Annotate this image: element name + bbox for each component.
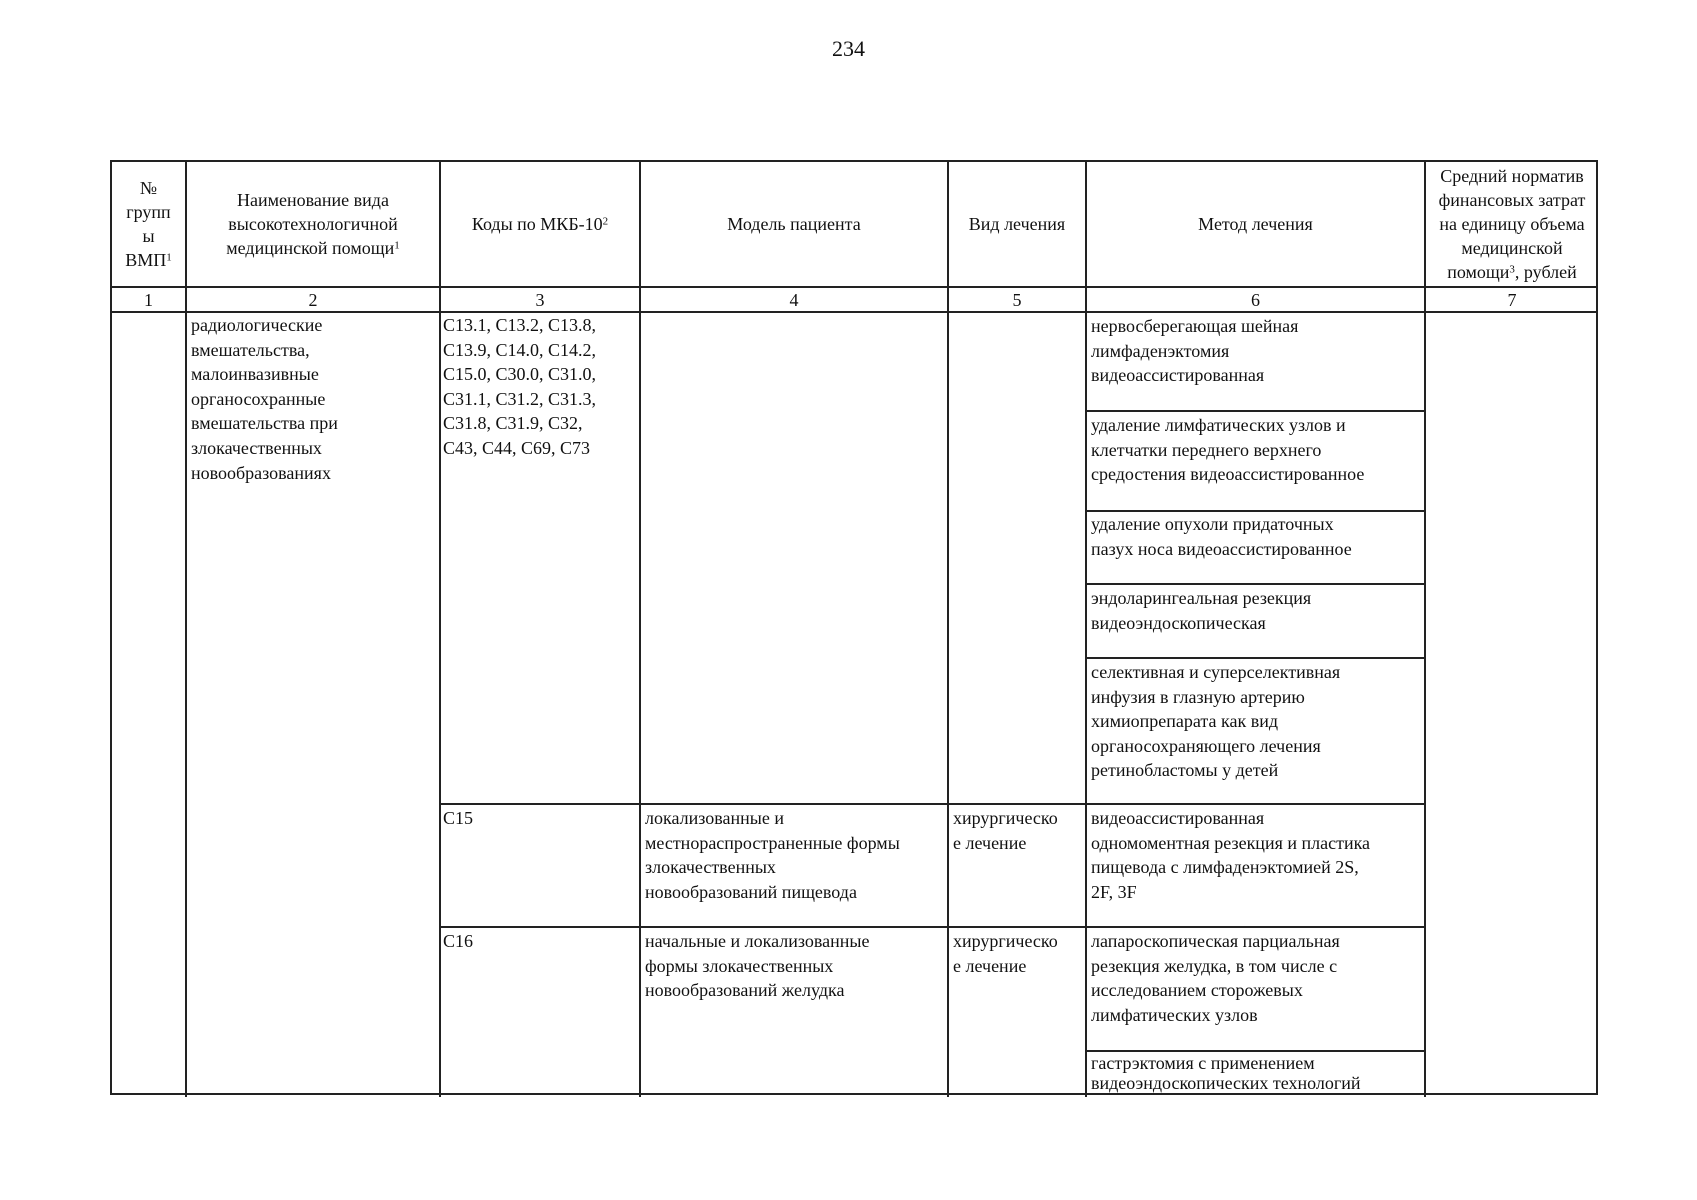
header-cost-standard: Средний норматив финансовых затрат на единицу объема медицинской помощи$^3$, рублей <box>1438 166 1586 282</box>
column-number: 1 <box>144 290 153 310</box>
treatment-type: хирургическо е лечение <box>953 931 1058 976</box>
page-number: 234 <box>832 36 865 61</box>
treatment-method: видеоассистированная одномоментная резекция и пластика пищевода с лимфаденэктомией 2S, 2F, 3F <box>1091 808 1371 902</box>
row-divider <box>439 803 1425 805</box>
vmp-table <box>110 160 1598 1095</box>
row-divider <box>1085 657 1425 659</box>
header-care-type-name: Наименование вида высокотехнологичной медицинской помощи$^1$ <box>226 190 400 258</box>
row-divider <box>1085 410 1425 412</box>
treatment-method: удаление опухоли придаточных пазух носа видеоассистированное <box>1091 514 1352 559</box>
header-group-number: № групп ы ВМП$^1$ <box>125 178 172 270</box>
header-icd-codes: Коды по МКБ-$10^2$ <box>471 214 609 234</box>
header-treatment-type: Вид лечения <box>968 214 1066 234</box>
header-treatment-method: Метод лечения <box>1198 214 1313 234</box>
treatment-method: эндоларингеальная резекция видеоэндоскопическая <box>1091 588 1312 633</box>
column-number: 2 <box>308 290 318 310</box>
icd-codes: C13.1, C13.2, C13.8, C13.9, C14.0, C14.2, C15.0, C30.0, C31.0, C31.1, C31.2, C31.3, C31.8, C31.9, C32, C43, C44, C69, C73 <box>443 315 597 458</box>
patient-model: локализованные и местнораспространенные формы злокачественных новообразований пищевода <box>645 808 900 902</box>
treatment-method: лапароскопическая парциальная резекция желудка, в том числе с исследованием сторожевых лимфатических узлов <box>1091 931 1340 1025</box>
row-divider <box>439 926 1425 928</box>
column-number: 5 <box>1012 290 1022 310</box>
patient-model: начальные и локализованные формы злокачественных новообразований желудка <box>645 931 870 1001</box>
treatment-method: нервосберегающая шейная лимфаденэктомия видеоассистированная <box>1091 316 1299 386</box>
column-number: 3 <box>535 290 545 310</box>
header-patient-model: Модель пациента <box>727 214 861 234</box>
care-type-name: радиологические вмешательства, малоинвазивные органосохранные вмешательства при злокачественных новообразованиях <box>191 315 338 483</box>
column-number: 6 <box>1251 290 1260 310</box>
icd-codes: C16 <box>443 931 474 951</box>
treatment-method: селективная и суперселективная инфузия в глазную артерию химиопрепарата как вид органосохраняющего лечения ретинобластомы у детей <box>1091 662 1341 781</box>
treatment-method: гастрэктомия с применением видеоэндоскопических технологий <box>1091 1053 1361 1093</box>
column-number: 7 <box>1507 290 1517 310</box>
treatment-type: хирургическо е лечение <box>953 808 1058 853</box>
row-divider <box>1085 1050 1425 1052</box>
treatment-method: удаление лимфатических узлов и клетчатки переднего верхнего средостения видеоассистированное <box>1091 415 1365 485</box>
icd-codes: C15 <box>443 808 474 828</box>
column-number: 4 <box>789 290 799 310</box>
row-divider <box>1085 583 1425 585</box>
